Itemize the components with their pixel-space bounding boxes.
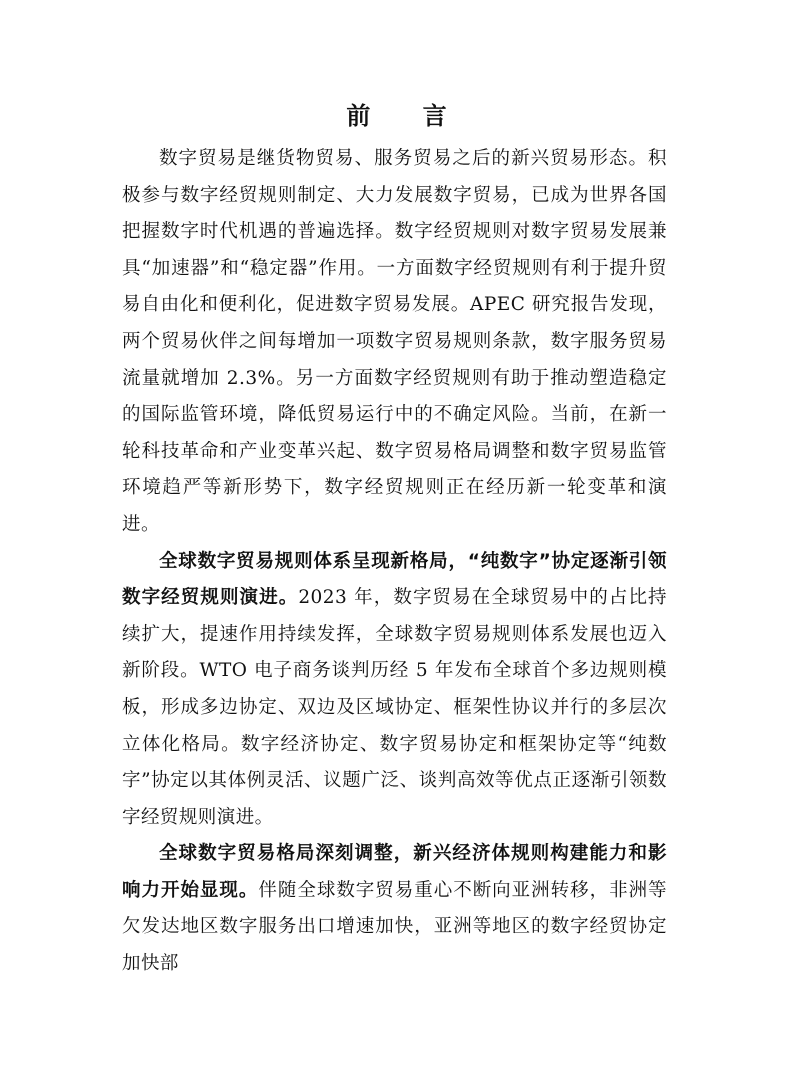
- paragraph-3-lead: 全球数字贸易格局深刻调整，新兴经济体规则构建能力和影响力开始显现。: [122, 843, 667, 901]
- paragraph-2-lead: 全球数字贸易规则体系呈现新格局，“纯数字”协定逐渐引领数字经贸规则演进。: [122, 550, 667, 609]
- paragraph-2-text: 2023 年，数字贸易在全球贸易中的占比持续扩大，提速作用持续发挥，全球数字贸易规则体系发展也迈入新阶段。WTO 电子商务谈判历经 5 年发布全球首个多边规则模板，形成多边协定、双边及区域协定、框架性协议并行的多层次立体化格局。数字经济协定、数字贸易协定和框架协定等“纯数字”协定以其体例灵活、议题广泛、谈判高效等优点正逐渐引领数字经贸规则演进。: [122, 587, 667, 828]
- page-title: 前 言: [346, 101, 469, 130]
- paragraph-1-text: 数字贸易是继货物贸易、服务贸易之后的新兴贸易形态。积极参与数字经贸规则制定、大力发展数字贸易，已成为世界各国把握数字时代机遇的普遍选择。数字经贸规则对数字贸易发展兼具“加速器”和“稳定器”作用。一方面数字经贸规则有利于提升贸易自由化和便利化，促进数字贸易发展。APEC 研究报告发现，两个贸易伙伴之间每增加一项数字贸易规则条款，数字服务贸易流量就增加 2.3%。另一方面数字经贸规则有助于推动塑造稳定的国际监管环境，降低贸易运行中的不确定风险。当前，在新一轮科技革命和产业变革兴起、数字贸易格局调整和数字贸易监管环境趋严等新形势下，数字经贸规则正在经历新一轮变革和演进。: [122, 148, 667, 535]
- paragraph-1: [122, 141, 667, 544]
- document-body: [122, 141, 667, 983]
- paragraph-2: [122, 544, 667, 837]
- paragraph-3: [122, 836, 667, 982]
- paragraph-3-text: 伴随全球数字贸易重心不断向亚洲转移，非洲等欠发达地区数字服务出口增速加快，亚洲等地区的数字经贸协定加快部: [122, 879, 668, 975]
